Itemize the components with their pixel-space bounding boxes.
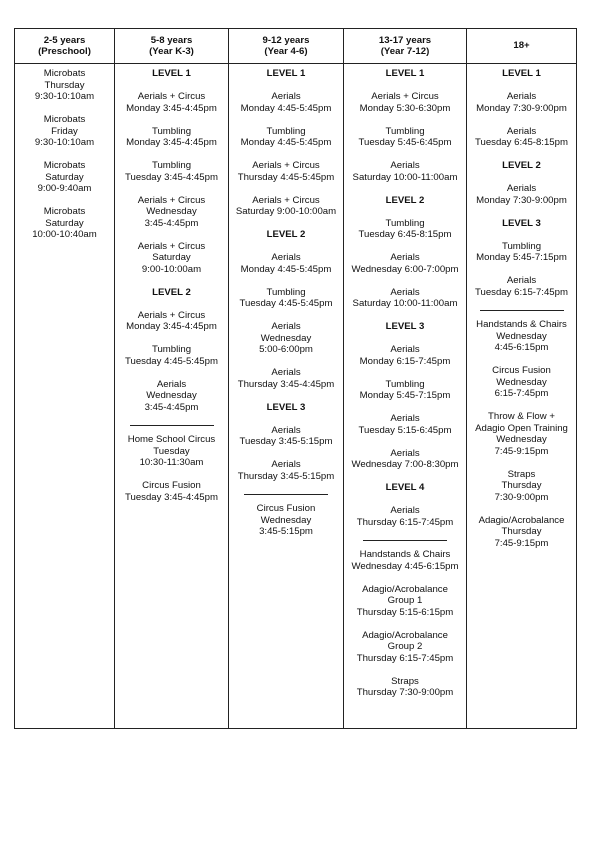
class-entry-line: Monday 6:15-7:45pm	[359, 355, 451, 367]
class-entry-line: Aerials + Circus	[137, 240, 206, 252]
class-entry-line: Monday 5:30-6:30pm	[359, 102, 451, 114]
section-divider	[244, 494, 328, 495]
header-preschool	[15, 29, 114, 63]
class-entry	[229, 503, 343, 538]
class-entry	[115, 91, 228, 114]
class-entry	[344, 252, 466, 275]
class-entry-line: Tumbling	[501, 240, 542, 252]
class-entry-line: Microbats	[43, 160, 86, 171]
level-heading: LEVEL 1	[502, 68, 541, 79]
class-entry-line: Aerials	[506, 125, 537, 137]
class-entry-line: Aerials	[506, 183, 537, 194]
class-entry-line: Monday 3:45-4:45pm	[126, 321, 217, 332]
class-entry	[344, 91, 466, 114]
class-entry-line: Monday 5:45-7:15pm	[359, 390, 451, 401]
class-entry	[229, 252, 343, 275]
class-entry-line: Circus Fusion	[142, 480, 201, 491]
class-entry-line: Aerials	[390, 505, 420, 516]
class-entry	[467, 275, 576, 298]
class-entry	[344, 549, 466, 572]
column-7-12	[344, 68, 466, 699]
class-entry-line: 10:00-10:40am	[32, 229, 97, 240]
class-entry-line: Thursday 7:30-9:00pm	[356, 687, 454, 698]
class-entry-line: Aerials	[390, 447, 420, 459]
class-entry-line: Handstands & Chairs	[359, 549, 451, 560]
class-entry-line: Adagio Open Training	[475, 422, 568, 434]
class-entry-line: 7:45-9:15pm	[494, 537, 549, 549]
class-entry-line: Thursday	[44, 79, 85, 91]
header-line: 5-8 years	[150, 34, 193, 46]
header-line: (Year 7-12)	[380, 46, 430, 57]
class-entry	[344, 505, 466, 528]
class-entry	[467, 469, 576, 504]
class-entry	[15, 206, 114, 241]
class-entry-line: Thursday 6:15-7:45pm	[356, 516, 454, 528]
section-divider	[130, 425, 214, 426]
class-entry	[344, 676, 466, 699]
class-entry	[115, 241, 228, 276]
class-entry-line: Tumbling	[385, 378, 425, 390]
header-line: 18+	[513, 40, 530, 52]
class-entry	[115, 126, 228, 149]
class-entry-line: Wednesday	[496, 330, 547, 342]
class-entry-line: Aerials	[271, 459, 301, 470]
class-entry-line: Circus Fusion	[492, 365, 551, 376]
class-entry-line: Adagio/Acrobalance	[362, 583, 448, 595]
class-entry-line: Aerials + Circus	[252, 160, 320, 171]
header-divider	[15, 63, 576, 64]
header-line: (Year 4-6)	[264, 46, 308, 57]
class-entry-line: Microbats	[43, 68, 86, 79]
class-entry-line: Aerials	[271, 367, 301, 378]
class-entry-line: Tumbling	[151, 125, 192, 137]
class-entry	[15, 68, 114, 103]
class-entry	[229, 425, 343, 448]
level-heading: LEVEL 2	[152, 286, 191, 298]
class-entry-line: Tuesday 5:45-6:45pm	[358, 137, 452, 148]
class-entry-line: Aerials	[390, 160, 420, 171]
class-entry-line: Aerials	[156, 378, 187, 390]
class-entry-line: Handstands & Chairs	[476, 319, 567, 330]
class-entry-line: 9:00-9:40am	[37, 183, 92, 194]
class-entry	[344, 448, 466, 471]
class-entry-line: Home School Circus	[127, 434, 216, 445]
level-heading: LEVEL 4	[385, 482, 425, 493]
class-entry-line: Saturday	[45, 217, 84, 229]
class-entry-line: Tuesday 3:45-5:15pm	[239, 436, 333, 447]
class-entry	[344, 126, 466, 149]
level-heading: LEVEL 1	[266, 68, 306, 79]
class-entry-line: Group 1	[387, 595, 423, 606]
class-entry-line: Saturday 10:00-11:00am	[352, 298, 458, 309]
level-heading: LEVEL 2	[502, 160, 541, 171]
class-entry	[115, 195, 228, 230]
class-entry-line: 4:45-6:15pm	[494, 342, 549, 353]
class-entry-line: Aerials	[390, 252, 420, 263]
column-adult	[467, 68, 576, 549]
class-entry-line: Monday 5:45-7:15pm	[476, 252, 567, 263]
class-entry-line: Aerials	[271, 321, 301, 332]
header-line: (Preschool)	[38, 46, 91, 57]
class-entry	[229, 160, 343, 183]
class-entry-line: Aerials	[390, 286, 420, 298]
class-entry-line: Wednesday	[496, 434, 547, 445]
class-entry-line: Tuesday 6:45-8:15pm	[475, 137, 568, 148]
class-entry-line: Tuesday 5:15-6:45pm	[358, 424, 452, 436]
section-divider	[363, 540, 447, 541]
class-entry-line: Aerials	[390, 413, 420, 424]
header-line: (Year K-3)	[149, 46, 194, 57]
class-entry-line: Thursday 4:45-5:45pm	[237, 171, 335, 183]
class-entry-line: 3:45-5:15pm	[259, 526, 313, 537]
level-heading: LEVEL 2	[385, 194, 425, 206]
class-entry-line: Aerials + Circus	[371, 91, 439, 102]
class-entry-line: Tumbling	[385, 125, 425, 137]
class-entry-line: 7:45-9:15pm	[494, 445, 549, 457]
class-entry	[115, 379, 228, 414]
class-entry-line: Thursday 6:15-7:45pm	[356, 652, 454, 664]
class-entry-line: Monday 4:45-5:45pm	[240, 102, 332, 114]
class-entry-line: Aerials	[506, 275, 537, 286]
class-entry-line: 3:45-4:45pm	[144, 401, 199, 413]
class-entry	[344, 160, 466, 183]
class-entry-line: Aerials + Circus	[252, 194, 320, 206]
class-entry	[344, 413, 466, 436]
class-entry-line: Thursday	[501, 526, 542, 537]
class-entry-line: Tuesday 4:45-5:45pm	[239, 298, 333, 309]
class-entry	[229, 91, 343, 114]
class-entry	[115, 344, 228, 367]
header-line: 13-17 years	[378, 34, 432, 46]
class-entry-line: Tuesday 6:45-8:15pm	[358, 229, 452, 240]
class-entry-line: Group 2	[387, 641, 423, 652]
class-entry-line: Tumbling	[151, 160, 192, 171]
class-entry-line: Thursday 3:45-4:45pm	[237, 378, 335, 390]
class-entry	[229, 287, 343, 310]
class-entry-line: 9:00-10:00am	[141, 263, 202, 275]
class-entry	[344, 218, 466, 241]
class-entry	[467, 241, 576, 264]
section-divider	[480, 310, 564, 311]
class-entry-line: Tumbling	[151, 344, 192, 355]
class-entry	[344, 287, 466, 310]
class-entry-line: Wednesday 4:45-6:15pm	[351, 560, 459, 572]
column-preschool	[15, 68, 114, 241]
class-entry	[467, 91, 576, 114]
header-line: 2-5 years	[43, 34, 86, 46]
class-entry-line: Tuesday 3:45-4:45pm	[125, 171, 218, 183]
class-entry-line: Saturday 10:00-11:00am	[352, 171, 458, 183]
class-entry	[467, 126, 576, 149]
class-entry-line: Tumbling	[385, 217, 425, 229]
timetable	[14, 28, 577, 729]
class-entry	[229, 367, 343, 390]
class-entry-line: Aerials	[390, 344, 420, 355]
level-heading: LEVEL 3	[385, 321, 425, 332]
class-entry-line: Monday 3:45-4:45pm	[126, 102, 217, 114]
level-heading: LEVEL 3	[266, 401, 306, 413]
class-entry-line: Tuesday 6:15-7:45pm	[475, 286, 568, 298]
class-entry	[229, 459, 343, 482]
class-entry	[467, 365, 576, 400]
class-entry-line: Monday 4:45-5:45pm	[240, 263, 332, 275]
class-entry	[15, 114, 114, 149]
column-k3	[115, 68, 228, 503]
class-entry-line: Straps	[391, 675, 419, 687]
class-entry-line: Thursday 5:15-6:15pm	[356, 606, 454, 618]
class-entry-line: Throw & Flow +	[488, 411, 555, 422]
class-entry-line: Aerials + Circus	[137, 194, 206, 206]
class-entry-line: Tuesday 3:45-4:45pm	[125, 491, 218, 503]
level-heading: LEVEL 1	[152, 68, 191, 79]
class-entry	[467, 183, 576, 206]
class-entry-line: Tuesday	[153, 445, 190, 457]
class-entry	[467, 515, 576, 550]
class-entry-line: Aerials + Circus	[137, 91, 206, 102]
class-entry-line: Wednesday	[146, 390, 197, 401]
class-entry-line: Tumbling	[266, 125, 306, 137]
class-entry	[344, 344, 466, 367]
class-entry	[115, 310, 228, 333]
class-entry-line: Circus Fusion	[256, 503, 316, 514]
class-entry	[344, 630, 466, 665]
class-entry	[344, 584, 466, 619]
class-entry-line: 5:00-6:00pm	[259, 344, 313, 355]
class-entry-line: Microbats	[43, 206, 86, 217]
class-entry-line: 9:30-10:10am	[34, 137, 95, 148]
class-entry-line: Wednesday	[260, 514, 312, 526]
class-entry	[115, 160, 228, 183]
class-entry-line: Aerials	[506, 91, 537, 102]
level-heading: LEVEL 1	[385, 68, 425, 79]
header-7-12	[344, 29, 466, 63]
class-entry-line: Adagio/Acrobalance	[478, 514, 565, 526]
column-4-6	[229, 68, 343, 538]
class-entry-line: Thursday 3:45-5:15pm	[237, 470, 335, 482]
class-entry-line: Aerials	[271, 252, 301, 263]
class-entry-line: Microbats	[43, 114, 86, 125]
class-entry-line: Thursday	[501, 480, 542, 491]
class-entry-line: Wednesday 6:00-7:00pm	[351, 263, 459, 275]
class-entry-line: Wednesday	[260, 332, 312, 344]
class-entry-line: 3:45-4:45pm	[144, 217, 199, 229]
class-entry-line: Wednesday 7:00-8:30pm	[351, 459, 459, 470]
class-entry-line: Saturday	[45, 171, 84, 183]
class-entry-line: Monday 3:45-4:45pm	[126, 137, 217, 148]
class-entry-line: Wednesday	[496, 376, 547, 388]
class-entry-line: 9:30-10:10am	[34, 91, 95, 102]
class-entry-line: Monday 4:45-5:45pm	[240, 137, 332, 148]
class-entry	[15, 160, 114, 195]
class-entry-line: Adagio/Acrobalance	[362, 629, 448, 641]
class-entry	[467, 319, 576, 354]
header-k3	[115, 29, 228, 63]
class-entry-line: Straps	[507, 468, 536, 480]
header-line: 9-12 years	[262, 34, 310, 46]
class-entry	[229, 321, 343, 356]
class-entry-line: Saturday 9:00-10:00am	[235, 206, 337, 217]
class-entry-line: 10:30-11:30am	[139, 457, 204, 468]
class-entry-line: Monday 7:30-9:00pm	[476, 194, 567, 206]
class-entry-line: Saturday	[152, 252, 191, 263]
class-entry	[229, 195, 343, 218]
class-entry	[115, 434, 228, 469]
header-4-6	[229, 29, 343, 63]
class-entry-line: Aerials	[271, 424, 301, 436]
class-entry-line: Aerials + Circus	[137, 309, 206, 321]
class-entry	[115, 480, 228, 503]
class-entry-line: Aerials	[271, 91, 301, 102]
header-adult	[467, 29, 576, 63]
class-entry-line: Tumbling	[266, 286, 306, 298]
level-heading: LEVEL 2	[266, 229, 306, 240]
class-entry-line: Tuesday 4:45-5:45pm	[125, 355, 218, 367]
class-entry	[229, 126, 343, 149]
class-entry-line: 7:30-9:00pm	[494, 491, 549, 503]
class-entry	[467, 411, 576, 457]
class-entry-line: Monday 7:30-9:00pm	[476, 102, 567, 114]
class-entry-line: 6:15-7:45pm	[494, 388, 549, 399]
class-entry	[344, 379, 466, 402]
class-entry-line: Friday	[51, 125, 78, 137]
level-heading: LEVEL 3	[502, 217, 541, 229]
class-entry-line: Wednesday	[146, 206, 197, 217]
